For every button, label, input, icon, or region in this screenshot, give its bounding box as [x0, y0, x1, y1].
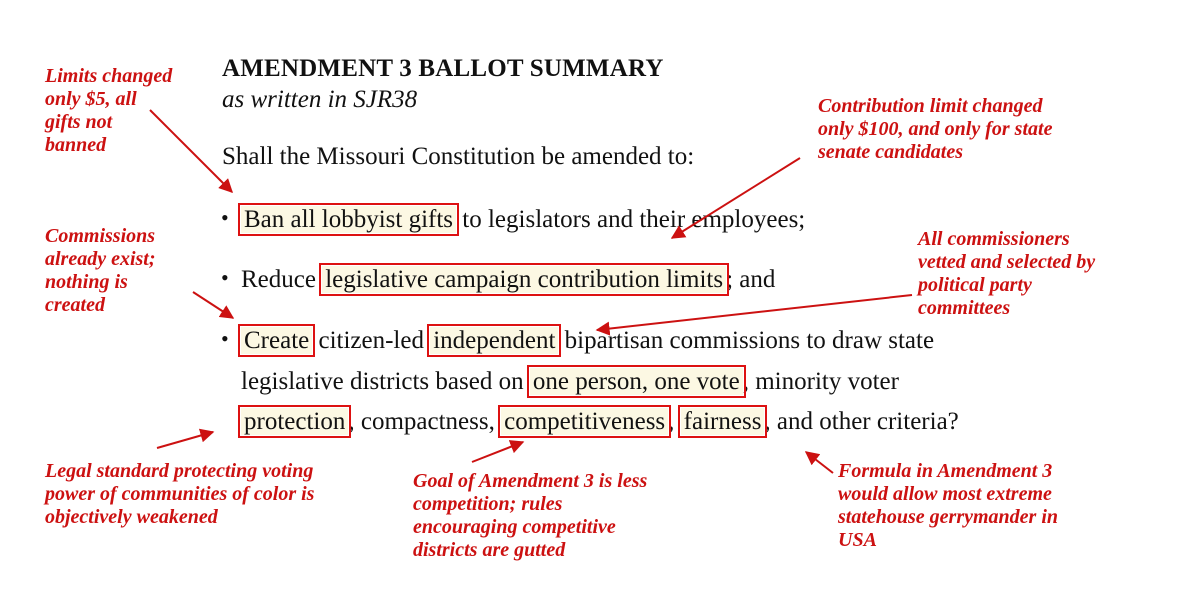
annotation-line: districts are gutted [413, 539, 566, 561]
bullet-3-mid2: bipartisan commissions to draw state [558, 327, 935, 354]
arrow-formula [806, 452, 833, 473]
highlight-create: Create [241, 327, 312, 354]
annotation-line: All commissioners [918, 228, 1070, 250]
annotation-line: committees [918, 297, 1011, 319]
highlight-competitiveness: competitiveness [501, 408, 668, 435]
annotation-line: only $5, all [45, 88, 137, 110]
annotation-line: Commissions [45, 225, 156, 247]
highlight-lobbyist-gifts: Ban all lobbyist gifts [241, 206, 456, 233]
annotation-line: political party [918, 274, 1032, 296]
bullet-marker: • [221, 205, 229, 230]
annotation-line: Legal standard protecting voting [45, 460, 314, 482]
annotation-line: USA [838, 529, 877, 551]
annotation-line: power of communities of color is [45, 483, 315, 505]
annotation-line: gifts not [45, 111, 113, 133]
bullet-3-sep: , [668, 408, 681, 435]
annotation-line: would allow most extreme [838, 483, 1052, 505]
arrow-competition-goal [472, 442, 523, 462]
bullet-3-end: , and other criteria? [764, 408, 959, 435]
bullet-2-pre: Reduce [241, 266, 323, 293]
highlight-contribution-limits: legislative campaign contribution limits [322, 266, 726, 293]
intro-question: Shall the Missouri Constitution be amended to: [222, 143, 695, 170]
annotation-line: already exist; [45, 248, 156, 270]
highlight-fairness: fairness [681, 408, 765, 435]
highlight-one-person-one-vote: one person, one vote [530, 368, 743, 395]
arrow-commissions [193, 292, 233, 318]
arrow-contribution [672, 158, 800, 238]
highlight-protection: protection [241, 408, 348, 435]
annotation-line: vetted and selected by [918, 251, 1096, 273]
annotation-line: nothing is [45, 271, 128, 293]
annotation-line: banned [45, 134, 107, 156]
bullet-1-text: to legislators and their employees; [456, 206, 806, 233]
highlight-independent: independent [430, 327, 558, 354]
document-subtitle: as written in SJR38 [222, 86, 418, 113]
annotation-line: created [45, 294, 105, 316]
bullet-2-post: ; and [726, 266, 776, 293]
annotation-line: only $100, and only for state [818, 118, 1053, 140]
bullet-3-mid1: citizen-led [312, 327, 431, 354]
annotation-line: Limits changed [45, 65, 173, 87]
annotation-line: statehouse gerrymander in [838, 506, 1059, 528]
annotation-line: competition; rules [413, 493, 563, 515]
bullet-marker: • [221, 265, 229, 290]
annotation-line: Formula in Amendment 3 [838, 460, 1053, 482]
arrow-commissioners [597, 295, 912, 330]
document-title: AMENDMENT 3 BALLOT SUMMARY [222, 55, 664, 82]
bullet-3-line2-pre: legislative districts based on [241, 368, 530, 395]
bullet-3-mid3: , compactness, [348, 408, 502, 435]
annotation-line: objectively weakened [45, 506, 218, 528]
arrow-gifts [150, 110, 232, 192]
bullet-3-line2-post: , minority voter [742, 368, 899, 395]
annotation-line: senate candidates [818, 141, 963, 163]
annotation-line: Goal of Amendment 3 is less [413, 470, 648, 492]
bullet-marker: • [221, 326, 229, 351]
annotation-line: encouraging competitive [413, 516, 616, 538]
arrow-legal-standard [157, 432, 213, 448]
annotation-line: Contribution limit changed [818, 95, 1043, 117]
